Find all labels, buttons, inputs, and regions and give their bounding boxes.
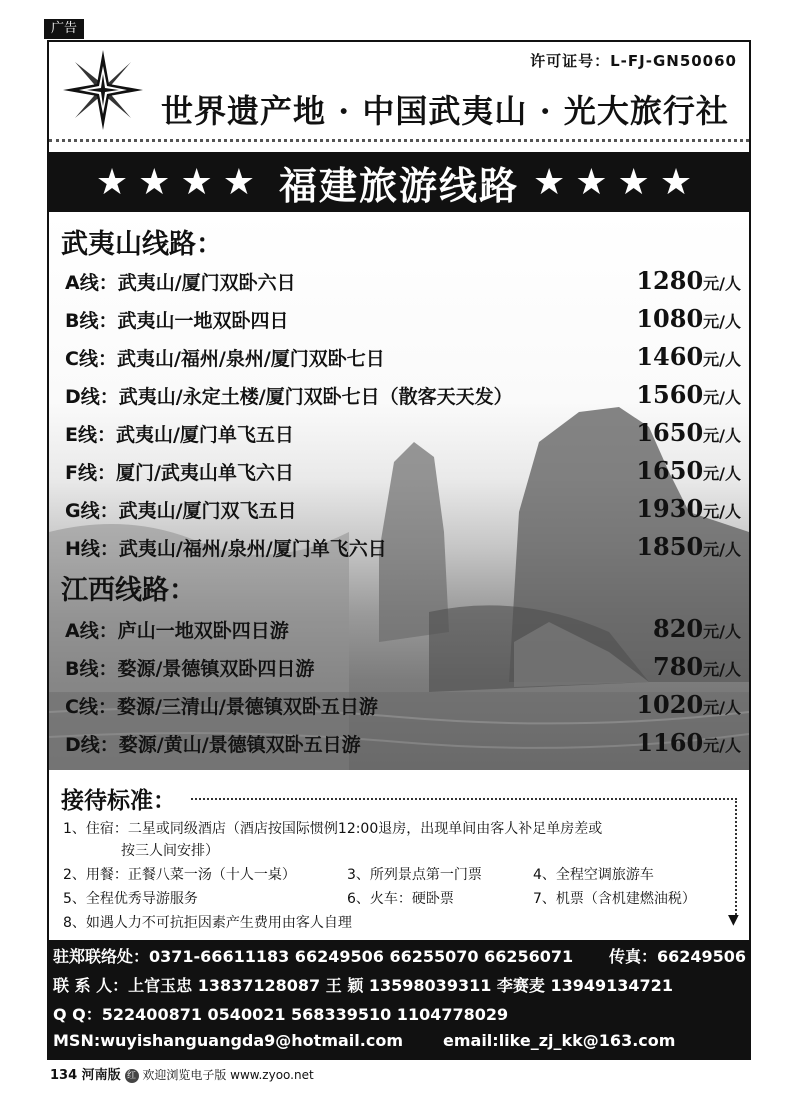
- routes-section: [49, 212, 749, 770]
- route-price: 1930元/人: [636, 494, 741, 523]
- route-row: [65, 380, 741, 412]
- footer-text: 欢迎浏览电子版 www.zyoo.net: [142, 1068, 314, 1082]
- standard-item: 6、火车：硬卧票: [347, 891, 454, 907]
- route-row: [65, 614, 741, 646]
- route-name: C线：武夷山/福州/泉州/厦门双卧七日: [65, 348, 385, 370]
- route-name: B线：婺源/景德镇双卧四日游: [65, 658, 315, 680]
- route-name: E线：武夷山/厦门单飞五日: [65, 424, 294, 446]
- office-phones: 驻郑联络处：0371-66611183 66249506 66255070 66256071: [53, 947, 574, 966]
- route-row: [65, 532, 741, 564]
- edition-badge: 红: [125, 1069, 139, 1083]
- standard-item: 1、住宿：二星或同级酒店（酒店按国际惯例12:00退房，出现单间由客人补足单房差或: [63, 821, 603, 837]
- standard-item: 7、机票（含机建燃油税）: [533, 891, 696, 907]
- contact-panel: [49, 940, 749, 1060]
- route-row: [65, 456, 741, 488]
- route-name: A线：庐山一地双卧四日游: [65, 620, 289, 642]
- route-price: 780元/人: [653, 652, 741, 681]
- dotted-guide-vertical: [735, 798, 737, 918]
- msn-address: MSN:wuyishanguangda9@hotmail.com: [53, 1031, 403, 1050]
- dotted-divider: [49, 139, 749, 142]
- route-name: D线：婺源/黄山/景德镇双卧五日游: [65, 734, 361, 756]
- standard-item: 按三人间安排）: [121, 843, 219, 859]
- down-arrow-icon: ▼: [728, 912, 739, 928]
- route-price: 1160元/人: [636, 728, 741, 757]
- route-row: [65, 494, 741, 526]
- standard-item: 8、如遇人力不可抗拒因素产生费用由客人自理: [63, 915, 352, 931]
- route-row: [65, 342, 741, 374]
- standard-item: 2、用餐：正餐八菜一汤（十人一桌）: [63, 867, 296, 883]
- stars-left: ★★★★: [95, 161, 265, 203]
- route-row: [65, 418, 741, 450]
- page-footer: [50, 1064, 314, 1083]
- route-name: D线：武夷山/永定土楼/厦门双卧七日（散客天天发）: [65, 386, 513, 408]
- route-price: 1560元/人: [636, 380, 741, 409]
- banner: [49, 152, 749, 212]
- route-price: 1020元/人: [636, 690, 741, 719]
- qq-numbers: Q Q：522400871 0540021 568339510 1104778029: [53, 1005, 509, 1024]
- route-row: [65, 304, 741, 336]
- route-price: 1080元/人: [636, 304, 741, 333]
- route-name: A线：武夷山/厦门双卧六日: [65, 272, 296, 294]
- route-price: 1650元/人: [636, 418, 741, 447]
- dotted-guide: [191, 798, 737, 800]
- company-title: 世界遗产地 · 中国武夷山 · 光大旅行社: [161, 92, 729, 130]
- route-price: 1850元/人: [636, 532, 741, 561]
- route-name: C线：婺源/三清山/景德镇双卧五日游: [65, 696, 378, 718]
- standard-item: 3、所列景点第一门票: [347, 867, 482, 883]
- email-address: email:like_zj_kk@163.com: [443, 1031, 676, 1050]
- route-name: G线：武夷山/厦门双飞五日: [65, 500, 297, 522]
- route-price: 1650元/人: [636, 456, 741, 485]
- banner-title: 福建旅游线路: [278, 163, 519, 208]
- route-row: [65, 728, 741, 760]
- wuyi-section-title: 武夷山线路：: [61, 229, 223, 260]
- route-row: [65, 690, 741, 722]
- route-row: [65, 266, 741, 298]
- route-name: F线：厦门/武夷山单飞六日: [65, 462, 294, 484]
- route-price: 1280元/人: [636, 266, 741, 295]
- route-name: H线：武夷山/福州/泉州/厦门单飞六日: [65, 538, 387, 560]
- stars-right: ★★★★: [533, 161, 703, 203]
- standards-title: 接待标准：: [61, 788, 176, 814]
- ad-tag: 广告: [44, 19, 84, 39]
- header: [49, 42, 749, 142]
- route-row: [65, 652, 741, 684]
- standard-item: 5、全程优秀导游服务: [63, 891, 198, 907]
- route-name: B线：武夷山一地双卧四日: [65, 310, 289, 332]
- route-price: 1460元/人: [636, 342, 741, 371]
- jiangxi-section-title: 江西线路：: [61, 575, 196, 606]
- page-number: 134 河南版: [50, 1068, 121, 1083]
- contact-people: 联 系 人：上官玉忠 13837128087 王 颖 13598039311 李赛麦 13949134721: [53, 976, 673, 995]
- license-number: 许可证号：L-FJ-GN50060: [530, 52, 737, 70]
- compass-star-logo: [61, 48, 145, 132]
- service-standards: [49, 770, 749, 942]
- standard-item: 4、全程空调旅游车: [533, 867, 654, 883]
- route-price: 820元/人: [653, 614, 741, 643]
- advertisement-frame: [47, 40, 751, 1060]
- fax-number: 传真：66249506: [609, 947, 747, 966]
